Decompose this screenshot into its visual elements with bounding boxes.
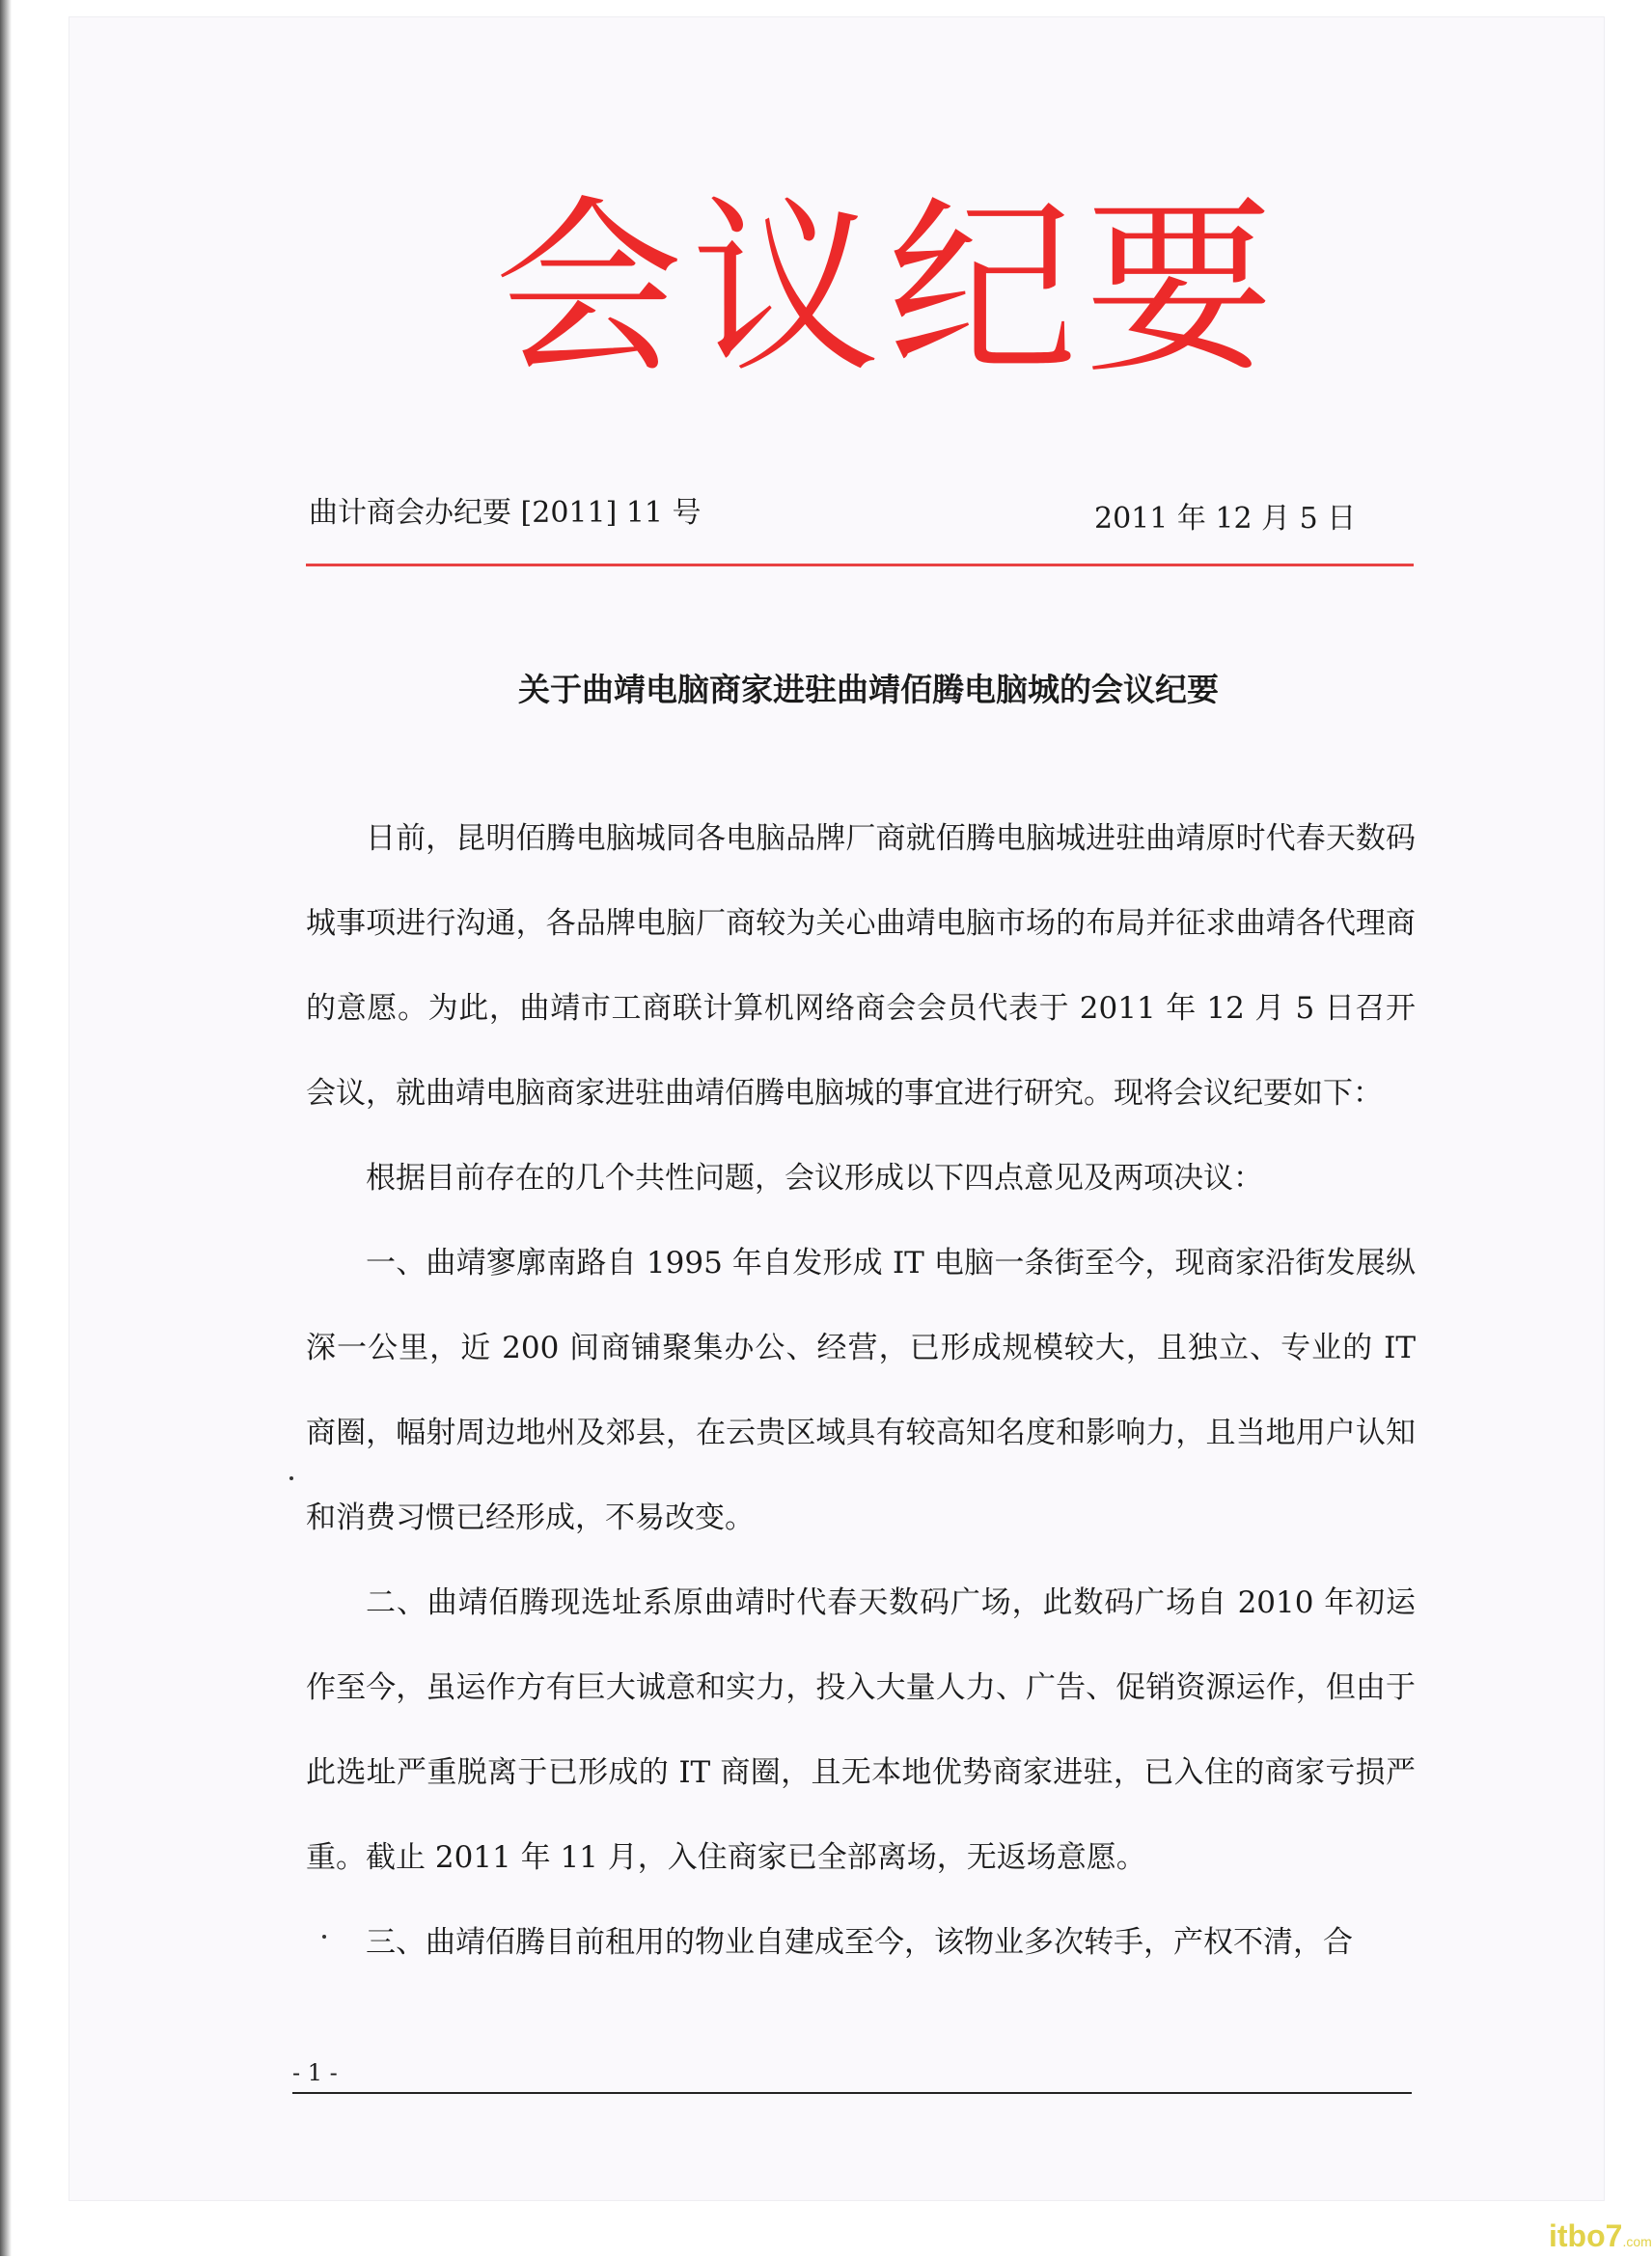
scan-margin (0, 0, 1640, 17)
article-title: 关于曲靖电脑商家进驻曲靖佰腾电脑城的会议纪要 (518, 671, 1219, 708)
paragraph-intro: 日前，昆明佰腾电脑城同各电脑品牌厂商就佰腾电脑城进驻曲靖原时代春天数码城事项进行沟通，各品牌电脑厂商较为关心曲靖电脑市场的布局并征求曲靖各代理商的意愿。为此，曲靖市工商联计算机网络商会会员代表于 2011 年 12 月 5 日召开会议，就曲靖电脑商家进驻曲靖佰腾电脑城的事宜进行研究。现将会议纪要如下： (306, 821, 1416, 1111)
watermark-brand: itbo7 (1549, 2218, 1623, 2253)
document-date: 2011 年 12 月 5 日 (1094, 502, 1357, 536)
header-divider (306, 564, 1414, 566)
paragraph-point-1: 一、曲靖寥廓南路自 1995 年自发形成 IT 电脑一条街至今，现商家沿街发展纵深一公里，近 200 间商铺聚集办公、经营，已形成规模较大，且独立、专业的 IT 商圈，幅射周边地州及郊县，在云贵区域具有较高知名度和影响力，且当地用户认知和消费习惯已经形成，不易改变。 (306, 1246, 1416, 1535)
document-header-title: 会议纪要 (493, 179, 1281, 399)
scan-speck (289, 1476, 293, 1480)
document-number: 曲计商会办纪要 [2011] 11 号 (309, 496, 702, 530)
paragraph-point-3: 三、曲靖佰腾目前租用的物业自建成至今，该物业多次转手，产权不清，合 (366, 1925, 1353, 1960)
footer-divider (292, 2092, 1412, 2094)
paragraph-summary: 根据目前存在的几个共性问题，会议形成以下四点意见及两项决议： (366, 1161, 1263, 1196)
watermark-logo (1549, 2219, 1652, 2258)
article-body (306, 796, 1416, 1985)
page-number: - 1 - (292, 2059, 338, 2086)
scan-speck (322, 1935, 326, 1939)
watermark-suffix: .com (1622, 2234, 1652, 2249)
paragraph-point-2: 二、曲靖佰腾现选址系原曲靖时代春天数码广场，此数码广场自 2010 年初运作至今，虽运作方有巨大诚意和实力，投入大量人力、广告、促销资源运作，但由于此选址严重脱离于已形成的 IT 商圈，且无本地优势商家进驻，已入住的商家亏损严重。截止 2011 年 11 月，入住商家已全部离场，无返场意愿。 (306, 1585, 1416, 1875)
scan-left-shadow (0, 0, 12, 2256)
